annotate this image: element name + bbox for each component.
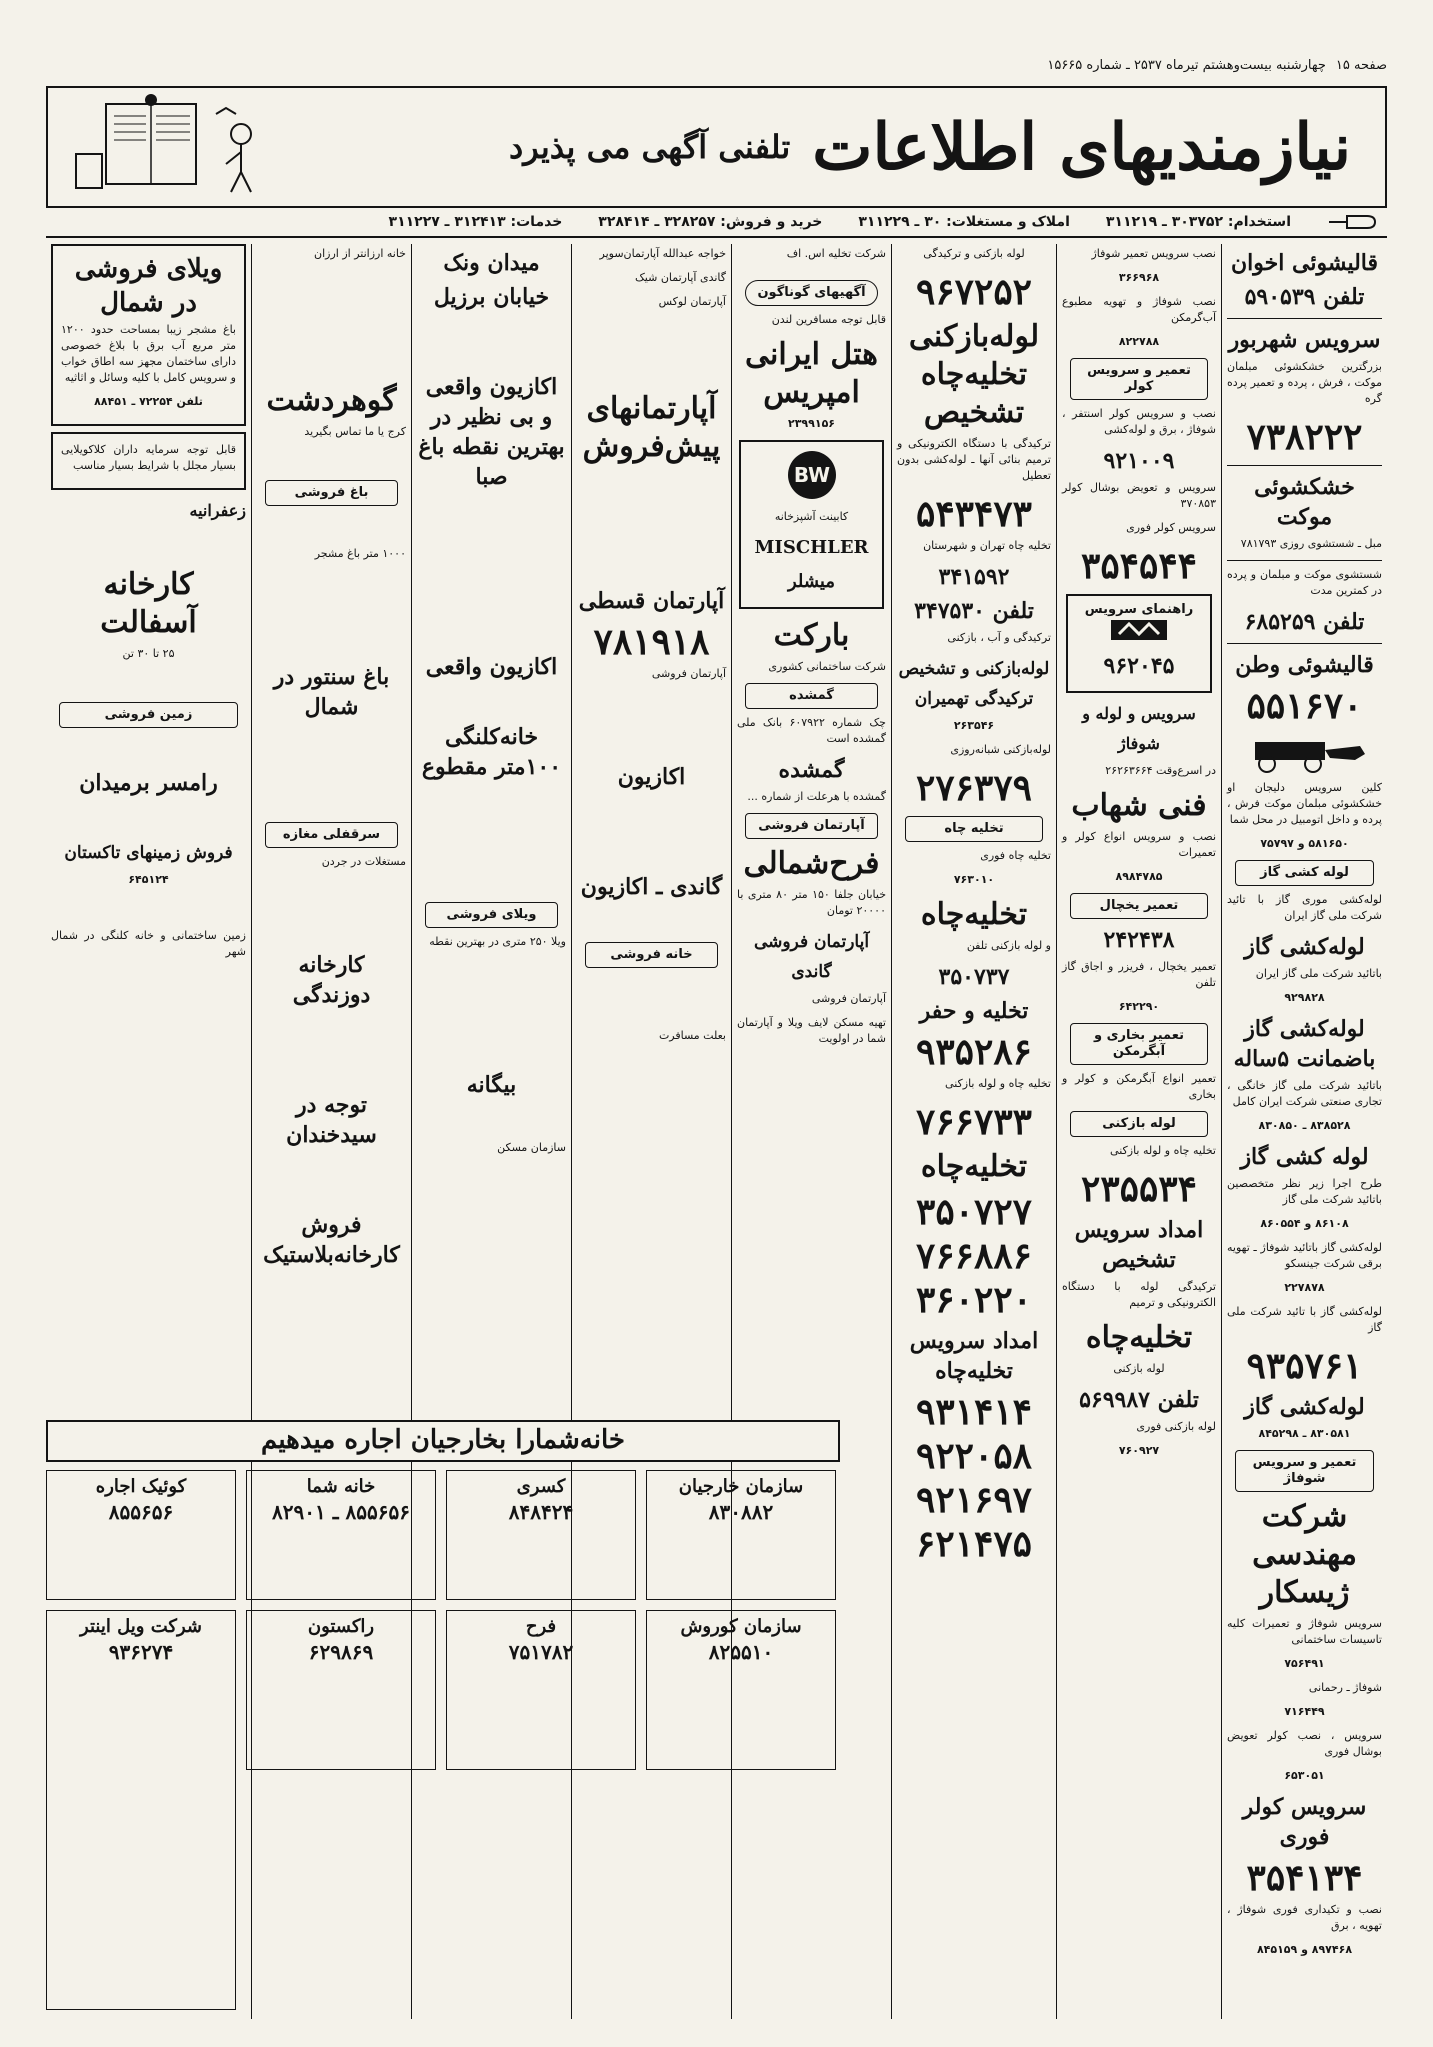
ad-text: شرکت ساختمانی کشوری (768, 660, 886, 673)
section-header-misc: آگهیهای گوناگون (745, 280, 878, 306)
rent-to-foreigners-banner: خانه‌شمارا بخارجیان اجاره میدهیم (46, 1420, 840, 1462)
ad-text: باتائید شرکت ملی گاز خانگی ، تجاری صنعتی شرکت ایران کامل (1227, 1079, 1382, 1108)
ad-text: ویلا ۲۵۰ متری در بهترین نقطه (429, 935, 566, 948)
ad-phone: تلفن ۵۶۹۹۸۷ (1079, 1387, 1199, 1413)
ad-phone: ۹۳۵۷۶۱ (1246, 1345, 1363, 1387)
ad-text: لوله بازکنی (1113, 1362, 1165, 1375)
ad-title: تخلیه‌چاه (1085, 1320, 1193, 1355)
ad-text: خانه ارزانتر از ارزان (314, 247, 406, 260)
ad-title: امداد سرویس تشخیص (1074, 1217, 1204, 1273)
column-1 (1222, 244, 1387, 2019)
ad-text: سازمان مسکن (497, 1141, 566, 1154)
bw-logo-text: BW (793, 463, 830, 487)
section-header-presale: آپارتمانهای پیش‌فروش (582, 391, 721, 464)
ad-title: قالیشوئی اخوان (1230, 250, 1379, 276)
ad-text: ترکیدگی با دستگاه الکترونیکی و ترمیم بنائی آنها ـ لوله‌کشی بدون تعطیل (897, 437, 1051, 482)
display-ad: فرح ۷۵۱۷۸۲ (446, 1610, 636, 1770)
ad-phone: ۵۸۱۶۵۰ و ۷۵۷۹۷ (1260, 837, 1349, 850)
display-ad: شرکت ویل اینتر ۹۳۶۲۷۴ (46, 1610, 236, 2010)
investor-ad (51, 432, 246, 490)
ad-phone: ۶۴۵۱۲۴ (128, 873, 169, 886)
ad-phone: ۲۳۵۵۳۴ (1080, 1168, 1197, 1210)
ad-text: لوله‌کشی گاز با تائید شرکت ملی گاز (1227, 1305, 1382, 1334)
ad-title: فروش زمینهای تاکستان (64, 843, 233, 863)
masthead-title: نیازمندیهای اطلاعات (812, 109, 1351, 185)
phone-real-estate: املاک و مستغلات: ۳۰ ـ ۳۱۱۲۲۹ (858, 214, 1070, 230)
ad-phone: تلفن ۶۸۵۲۵۹ (1244, 609, 1365, 635)
ad-phone: ۷۶۶۷۳۳ (915, 1101, 1032, 1143)
ad-phone: ۶۲۱۴۷۵ (915, 1523, 1032, 1565)
ad-text: شرکت تخلیه اس. اف (786, 247, 886, 260)
ad-phone: ۲۳۹۹۱۵۶ (788, 417, 835, 430)
ad-phone: ۹۲۹۸۲۸ (1284, 991, 1325, 1004)
phone-employment: استخدام: ۳۰۳۷۵۲ ـ ۳۱۱۲۱۹ (1105, 214, 1291, 230)
ad-title: تخلیه‌چاه (920, 1149, 1028, 1184)
ad-text: کابینت آشپزخانه (774, 510, 849, 523)
ad-title: تخلیه‌چاه (920, 897, 1028, 932)
ad-title: قالیشوئی وطن (1235, 652, 1374, 678)
section-header-boiler: تعمیر بخاری و آبگرمکن (1070, 1023, 1208, 1065)
ad-text: مستغلات در جردن (321, 855, 406, 868)
ad-text: خواجه عبدالله آپارتمان‌سوپر (599, 247, 726, 260)
section-header-apartment: آپارتمان فروشی (745, 813, 878, 839)
ad-text: ۱۰۰۰ متر باغ مشجر (314, 547, 406, 560)
ad-text: در اسرع‌وقت ۲۶۲۶۳۶۶۴ (1105, 764, 1216, 777)
ad-phone: ۷۱۶۴۴۹ (1284, 1705, 1325, 1718)
ad-phone: ۲۴۲۴۳۸ (1103, 927, 1175, 953)
ad-text: سرویس ، نصب کولر تعویض بوشال فوری (1227, 1729, 1382, 1758)
ad-phone: ۹۳۱۴۱۴ (915, 1391, 1032, 1433)
ad-phone: ۶۵۳۰۵۱ (1284, 1769, 1325, 1782)
ad-text: نصب و سرویس انواع کولر و تعمیرات (1062, 830, 1216, 859)
ad-text: تعمیر یخچال ، فریزر و اجاق گاز تلفن (1062, 960, 1216, 989)
ad-title: خشکشوئی موکت (1254, 474, 1355, 530)
ad-title: لوله‌بازکنی تخلیه‌چاه تشخیص (908, 319, 1040, 430)
ad-text: تخلیه چاه و لوله بازکنی (945, 1077, 1051, 1090)
ad-title: امداد سرویس تخلیه‌چاه (909, 1328, 1039, 1384)
reader-illustration-icon (66, 94, 296, 198)
ad-title: باغ سنتور در شمال (273, 664, 390, 720)
ad-text: سرویس شوفاژ و تعمیرات کلیه تاسیسات ساختمانی (1227, 1617, 1382, 1646)
ad-title: تخلیه و حفر (919, 998, 1029, 1024)
ad-text: طرح اجرا زیر نظر متخصصین باتائید شرکت ملی گاز (1227, 1177, 1382, 1206)
ad-title: گمشده (778, 757, 845, 783)
ad-text: سرویس و تعویض بوشال کولر ۳۷۰۸۵۳ (1062, 481, 1216, 510)
display-ad: سازمان کوروش ۸۲۵۵۱۰ (646, 1610, 836, 1770)
ad-text: سرویس کولر فوری (1126, 521, 1216, 534)
ad-phone: ۲۶۳۵۴۶ (953, 719, 995, 732)
ad-text: تخلیه چاه فوری (980, 849, 1051, 862)
phone-services: خدمات: ۳۱۲۴۱۳ ـ ۳۱۱۲۲۷ (388, 214, 563, 230)
ad-text: نصب و تکیداری فوری شوفاژ ، تهویه ، برق (1227, 1903, 1382, 1932)
ad-text: بزرگترین خشکشوئی مبلمان موکت ، فرش ، پرده و تعمیر پرده گره (1227, 360, 1382, 405)
ad-text: قابل توجه سرمایه داران کلاکویلایی بسیار مجلل با شرایط بسیار مناسب (61, 443, 236, 472)
ad-text: چک شماره ۶۰۷۹۲۲ بانک ملی گمشده است (737, 716, 886, 745)
section-header-land: زمین فروشی (59, 702, 238, 728)
ad-phone: ۳۵۴۵۴۴ (1080, 545, 1197, 587)
ad-text: زمین ساختمانی و خانه کلنگی در شمال شهر (51, 929, 246, 958)
ad-phone: ۸۶۱۰۸ و ۸۶۰۵۵۴ (1260, 1217, 1349, 1230)
ad-text: و لوله بازکنی تلفن (966, 939, 1051, 952)
ad-phone: ۳۴۱۵۹۲ (938, 564, 1010, 590)
ad-phone: ۸۳۸۵۲۸ ـ ۸۳۰۸۵۰ (1258, 1119, 1351, 1132)
ad-title: سرویس کولر فوری (1242, 1794, 1367, 1850)
ad-text: لوله بازکنی فوری (1136, 1420, 1216, 1433)
ad-text: لوله‌کشی گاز باتائید شوفاژ ـ تهویه برقی شرکت جینسکو (1227, 1241, 1382, 1270)
section-header-well: تخلیه چاه (905, 816, 1043, 842)
section-header-heating: تعمیر و سرویس شوفاژ (1235, 1450, 1374, 1492)
ad-title: MISCHLER (754, 537, 869, 558)
section-header-fridge: تعمیر یخچال (1070, 893, 1208, 919)
section-header-gas: لوله کشی گاز (1235, 860, 1374, 886)
ad-title: میشلر (787, 571, 836, 592)
page-number: صفحه ۱۵ (1335, 58, 1387, 73)
ad-text: کرج یا ما تماس بگیرید (304, 425, 406, 438)
service-guide-ad (1066, 594, 1212, 693)
column-2 (1057, 244, 1221, 2019)
service-logo-icon (1109, 618, 1169, 642)
display-ad: کوئیک اجاره ۸۵۵۶۵۶ (46, 1470, 236, 1600)
ad-title: لوله‌بازکنی و تشخیص ترکیدگی تهمیران (898, 659, 1050, 709)
bw-logo-icon (777, 448, 847, 502)
ad-phone: ۸۳۰۵۸۱ ـ ۸۴۵۲۹۸ (1258, 1427, 1351, 1440)
ad-title: اکازیون واقعی (425, 654, 558, 680)
ad-text: آپارتمان فروشی (651, 667, 726, 680)
ad-title: لوله‌کشی گاز (1244, 1394, 1365, 1420)
ad-text: شوفاژ ـ رحمانی (1308, 1681, 1382, 1694)
display-ad: خانه شما ۸۵۵۶۵۶ ـ ۸۲۹۰۱ (246, 1470, 436, 1600)
ad-title: توجه در سیدخندان (286, 1092, 377, 1148)
ad-title: خانه‌کلنگی ۱۰۰متر مقطوع (421, 724, 562, 780)
ad-phone: ۷۶۳۰۱۰ (953, 873, 995, 886)
display-ad: راکستون ۶۲۹۸۶۹ (246, 1610, 436, 1770)
ad-text: نصب و سرویس کولر اسنتفر ، شوفاژ ، برق و لوله‌کشی (1062, 407, 1216, 436)
section-header-lost: گمشده (745, 683, 878, 709)
ad-text: نصب سرویس تعمیر شوفاژ (1091, 247, 1216, 260)
ad-title: لوله‌کشی گاز باضمانت ۵ساله (1233, 1016, 1376, 1072)
ad-title: لوله‌کشی گاز (1244, 934, 1365, 960)
ad-text: باغ مشجر زیبا بمساحت حدود ۱۲۰۰ متر مربع آب برق با بلاغ خصوصی دارای ساختمان مجهز سه اطاق خواب و سرویس کامل با کلیه وسائل و اثاثیه (61, 323, 236, 384)
ad-title: میدان ونک (443, 250, 540, 276)
ad-title: فنی شهاب (1071, 788, 1207, 823)
ad-title: ویلای فروشی در شمال (74, 254, 223, 318)
ad-title: آپارتمان فروشی گاندی (753, 932, 870, 982)
masthead (46, 86, 1387, 208)
ad-phone: ۷۶۰۹۲۷ (1118, 1444, 1160, 1457)
ad-phone: ۷۳۸۲۲۲ (1246, 416, 1363, 458)
ad-phone: ۹۶۷۲۵۲ (915, 271, 1032, 313)
ad-phone: ۹۲۱۶۹۷ (915, 1479, 1032, 1521)
ad-phone: ۶۴۲۲۹۰ (1118, 1000, 1160, 1013)
ad-title: رامسر برمیدان (79, 770, 218, 796)
ad-title: اکازیون واقعی و بی نظیر در بهترین نقطه باغ صبا (418, 374, 565, 490)
ad-text: کلین سرویس دلیجان او خشکشوئی مبلمان موکت فرش ، پرده و داخل اتومبیل در محل شما (1227, 781, 1382, 826)
ad-title: لوله کشی گاز (1240, 1144, 1369, 1170)
ad-text: تعمیر انواع آبگرمکن و کولر و بخاری (1062, 1072, 1216, 1101)
display-ad: کسری ۸۴۸۴۲۴ (446, 1470, 636, 1600)
ad-text: تخلیه چاه و لوله بازکنی (1110, 1144, 1216, 1157)
ad-text: لوله‌بازکنی شبانه‌روزی (950, 743, 1051, 756)
ad-title: آپارتمان قسطی (578, 588, 725, 614)
masthead-subtitle: تلفنی آگهی می پذیرد (508, 128, 791, 166)
ad-title: زعفرانیه (189, 501, 246, 520)
ad-title: فروش کارخانه‌بلاستیک (263, 1212, 400, 1268)
ad-phone: تلفن ۳۴۷۵۳۰ (914, 598, 1034, 624)
ad-text: ۲۵ تا ۳۰ تن (122, 647, 175, 660)
ad-phone: تلفن ۵۹۰۵۳۹ (1244, 284, 1365, 310)
section-header-shop: سرقفلی مغازه (265, 822, 398, 848)
section-header-pipe: لوله بازکنی (1070, 1111, 1208, 1137)
display-ad: سازمان خارجیان ۸۳۰۸۸۲ (646, 1470, 836, 1600)
ad-text: باتائید شرکت ملی گاز ایران (1255, 967, 1382, 980)
ad-title: سرویس و لوله و شوفاژ (1082, 704, 1196, 753)
ad-phone: ۵۴۳۴۷۳ (915, 493, 1032, 535)
ad-text: قابل توجه مسافرین لندن (771, 313, 886, 326)
ad-title: کارخانه دوزندگی (292, 952, 371, 1008)
page-meta (46, 58, 1387, 80)
ad-title: هتل ایرانی امپریس (745, 337, 878, 410)
ad-title: کارخانه آسفالت (100, 567, 197, 640)
ad-phone: ۷۶۶۸۸۶ (915, 1235, 1032, 1277)
ad-text: آپارتمان فروشی (811, 992, 886, 1005)
ad-title: خیابان برزیل (433, 284, 550, 310)
ad-text: بعلت مسافرت (658, 1029, 726, 1042)
ad-text: تخلیه چاه تهران و شهرستان (923, 539, 1051, 552)
ad-title: فرح‌شمالی (743, 846, 880, 881)
section-header-garden: باغ فروشی (265, 480, 398, 506)
ad-text: لوله‌کشی موری گاز با تائید شرکت ملی گاز ایران (1227, 893, 1382, 922)
phone-bar (46, 208, 1387, 238)
ad-phone: ۹۳۵۲۸۶ (915, 1031, 1032, 1073)
ad-text: گمشده با هرعلت از شماره ... (747, 790, 886, 803)
ad-phone: ۵۵۱۶۷۰ (1246, 685, 1363, 727)
phone-buy-sell: خرید و فروش: ۳۲۸۲۵۷ ـ ۳۲۸۴۱۴ (598, 214, 823, 230)
ad-phone: ۳۵۰۷۳۷ (938, 964, 1010, 990)
ad-title: راهنمای سرویس (1084, 602, 1194, 617)
ad-text: ترکیدگی لوله با دستگاه الکترونیکی و ترمیم (1062, 1280, 1216, 1309)
ad-phone: ۸۲۲۷۸۸ (1118, 335, 1160, 348)
ad-title: گاندی ـ اکازیون (580, 874, 723, 900)
ad-text: ترکیدگی و آب ، بازکنی (947, 631, 1051, 644)
ad-title: سرویس شهربور (1228, 327, 1381, 353)
ad-title: اکازیون (617, 764, 686, 790)
ad-phone: ۹۶۲۰۴۵ (1103, 653, 1175, 679)
ad-phone: ۸۹۷۴۶۸ و ۸۴۵۱۵۹ (1256, 1943, 1353, 1956)
ad-text: گاندی آپارتمان شیک (634, 271, 726, 284)
ad-phone: ۲۲۷۸۷۸ (1284, 1281, 1325, 1294)
ad-title: بارکت (773, 618, 850, 653)
ad-text: نصب شوفاژ و تهویه مطبوع آب‌گرمکن (1062, 295, 1216, 324)
ad-phone: تلفن ۷۲۲۵۴ ـ ۸۸۴۵۱ (94, 395, 203, 408)
ad-title: شرکت مهندسی ژیسکار (1252, 1499, 1357, 1610)
ad-phone: ۳۶۶۹۶۸ (1118, 271, 1160, 284)
ad-phone: ۳۶۰۲۲۰ (915, 1279, 1032, 1321)
column-3 (892, 244, 1056, 2019)
ad-phone: ۷۸۱۹۱۸ (593, 621, 710, 663)
ad-phone: ۸۹۸۴۷۸۵ (1115, 870, 1163, 883)
issue-date: چهارشنبه بیست‌وهشتم تیرماه ۲۵۳۷ ـ شماره ۱۵۶۶۵ (1047, 58, 1326, 73)
ad-phone: ۳۵۴۱۳۴ (1246, 1857, 1363, 1899)
ad-text: لوله بازکنی و ترکیدگی (923, 247, 1025, 260)
carriage-logo-icon (1235, 734, 1375, 774)
north-villa-ad (51, 244, 246, 426)
bw-ad (739, 440, 884, 609)
ad-phone: ۷۵۶۴۹۱ (1284, 1657, 1325, 1670)
display-ads-grid (46, 1470, 836, 2018)
ad-text: آپارتمان لوکس (658, 295, 726, 308)
section-header-house: خانه فروشی (585, 942, 718, 968)
ad-title: بیگانه (466, 1072, 517, 1098)
ad-phone: ۹۲۱۰۰۹ (1103, 448, 1175, 474)
ad-text: تهیه مسکن لایف ویلا و آپارتمان شما در اولویت (737, 1016, 886, 1045)
ad-phone: ۹۲۲۰۵۸ (915, 1435, 1032, 1477)
ad-phone: ۲۷۶۳۷۹ (915, 767, 1032, 809)
ad-phone: ۳۵۰۷۲۷ (915, 1191, 1032, 1233)
pointing-hand-icon (1327, 210, 1381, 234)
ad-text: خیابان جلفا ۱۵۰ متر ۸۰ متری با ۲۰۰۰۰ تومان (737, 888, 887, 917)
ad-text: شستشوی موکت و مبلمان و پرده در کمترین مدت (1227, 568, 1382, 597)
ad-text: مبل ـ شستشوی روزی ۷۸۱۷۹۳ (1240, 537, 1382, 550)
section-header-villa: ویلای فروشی (425, 902, 558, 928)
section-header-cooler: تعمیر و سرویس کولر (1070, 358, 1208, 400)
ad-title: گوهردشت (266, 383, 397, 418)
